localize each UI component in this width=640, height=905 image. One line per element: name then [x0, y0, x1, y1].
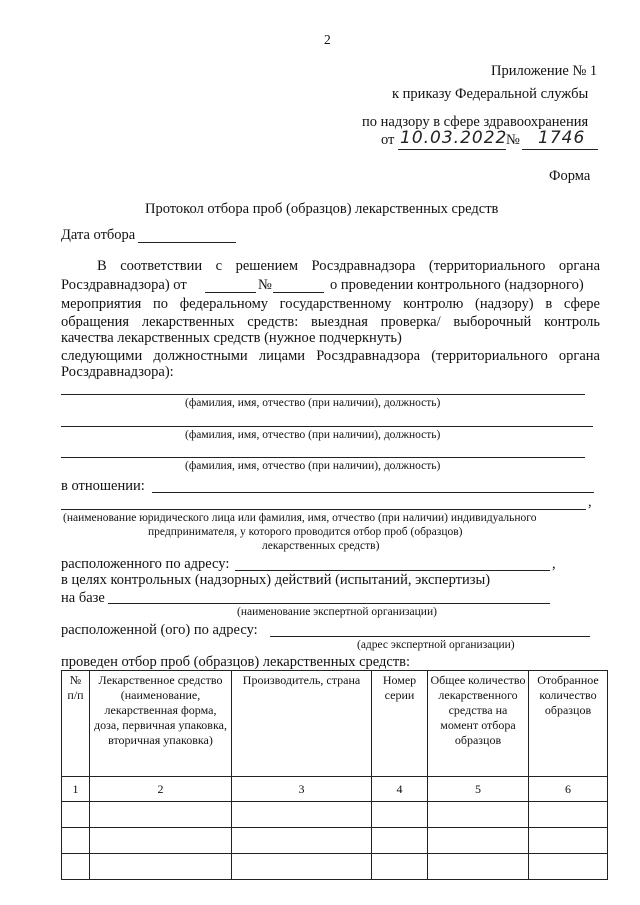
table-row [62, 828, 608, 854]
purpose-label: в целях контрольных (надзорных) действий (испытаний, экспертизы) [61, 572, 491, 588]
located-label: расположенного по адресу: [61, 556, 230, 572]
official-caption-2: (фамилия, имя, отчество (при наличии), должность) [185, 429, 441, 441]
official-caption-3: (фамилия, имя, отчество (при наличии), должность) [185, 460, 441, 472]
regarding-label: в отношении: [61, 478, 145, 494]
paragraph-line-6: следующими должностными лицами Росздравнадзора (территориального органа [61, 348, 600, 364]
header-drug: Лекарственное средство (наименование, лекарственная форма, доза, первичная упаковка, вторичная упаковка) [90, 671, 232, 777]
table-cell[interactable] [90, 854, 232, 880]
table-column-numbers-row [62, 777, 608, 802]
table-row [62, 802, 608, 828]
table-cell[interactable] [372, 854, 428, 880]
column-number: 3 [232, 777, 372, 802]
page-number: 2 [324, 32, 331, 47]
header-num: № п/п [62, 671, 90, 777]
header-manufacturer: Производитель, страна [232, 671, 372, 777]
paragraph-line-3: мероприятия по федеральному государственному контролю (надзору) в сфере [61, 296, 600, 312]
table-cell[interactable] [232, 854, 372, 880]
located-comma: , [552, 556, 556, 572]
official-line-1[interactable] [61, 394, 585, 395]
table-cell[interactable] [428, 802, 529, 828]
located-address-line[interactable] [235, 570, 550, 571]
regarding-line-2[interactable] [61, 509, 586, 510]
table-cell[interactable] [232, 828, 372, 854]
form-label: Форма [549, 168, 591, 184]
table-cell[interactable] [62, 828, 90, 854]
table-cell[interactable] [529, 854, 608, 880]
table-intro: проведен отбор проб (образцов) лекарственных средств: [61, 654, 411, 670]
appendix-date-prefix: от [381, 132, 395, 148]
sampling-date-label: Дата отбора [61, 227, 136, 243]
entity-caption-2: предпринимателя, у которого проводится отбор проб (образцов) [148, 526, 463, 538]
appendix-date-handwritten: 10.03.2022 [400, 128, 508, 148]
paragraph-line-4: обращения лекарственных средств: выездная проверка/ выборочный контроль [61, 314, 600, 330]
table-cell[interactable] [90, 828, 232, 854]
appendix-num-handwritten: 1746 [538, 128, 586, 148]
paragraph-line-2a: Росздравнадзора) от [61, 277, 187, 293]
column-number: 1 [62, 777, 90, 802]
header-batch: Номер серии [372, 671, 428, 777]
column-number: 5 [428, 777, 529, 802]
samples-table [61, 670, 608, 880]
appendix-line2: к приказу Федеральной службы [392, 86, 589, 102]
table-header-row [62, 671, 608, 777]
table-cell[interactable] [62, 854, 90, 880]
column-number: 6 [529, 777, 608, 802]
table-row [62, 854, 608, 880]
table-cell[interactable] [529, 828, 608, 854]
table-cell[interactable] [529, 802, 608, 828]
appendix-line1: Приложение № 1 [491, 63, 598, 79]
paragraph-line-2c: о проведении контрольного (надзорного) [330, 277, 584, 293]
table-cell[interactable] [62, 802, 90, 828]
entity-caption-3: лекарственных средств) [262, 540, 380, 552]
appendix-num-line [522, 149, 598, 150]
header-sampled-quantity: Отобранное количество образцов [529, 671, 608, 777]
expert-address-line[interactable] [270, 636, 590, 637]
expert-org-line[interactable] [108, 603, 550, 604]
table-cell[interactable] [428, 854, 529, 880]
paragraph-line-5: качества лекарственных средств (нужное подчеркнуть) [61, 330, 402, 346]
resolution-date-line[interactable] [205, 292, 256, 293]
regarding-line-1[interactable] [152, 492, 594, 493]
resolution-number-line[interactable] [273, 292, 324, 293]
column-number: 4 [372, 777, 428, 802]
header-total-quantity: Общее количество лекарственного средства на момент отбора образцов [428, 671, 529, 777]
located2-label: расположенной (ого) по адресу: [61, 622, 258, 638]
sampling-date-line[interactable] [138, 242, 236, 243]
expert-org-caption: (наименование экспертной организации) [237, 606, 437, 618]
paragraph-line-2b: № [258, 277, 272, 293]
table-cell[interactable] [372, 828, 428, 854]
official-line-3[interactable] [61, 457, 585, 458]
base-label: на базе [61, 590, 105, 606]
entity-caption-1: (наименование юридического лица или фамилия, имя, отчество (при наличии) индивидуального [63, 512, 537, 524]
appendix-line3: по надзору в сфере здравоохранения [362, 114, 589, 130]
official-caption-1: (фамилия, имя, отчество (при наличии), должность) [185, 397, 441, 409]
column-number: 2 [90, 777, 232, 802]
table-cell[interactable] [90, 802, 232, 828]
page-title: Протокол отбора проб (образцов) лекарственных средств [145, 201, 499, 217]
table-cell[interactable] [232, 802, 372, 828]
table-cell[interactable] [372, 802, 428, 828]
table-cell[interactable] [428, 828, 529, 854]
official-line-2[interactable] [61, 426, 593, 427]
paragraph-line-1: В соответствии с решением Росздравнадзора (территориального органа [97, 258, 600, 274]
appendix-date-line [398, 149, 506, 150]
appendix-num-prefix: № [506, 132, 520, 148]
regarding-comma: , [588, 494, 592, 510]
expert-address-caption: (адрес экспертной организации) [357, 639, 515, 651]
paragraph-line-7: Росздравнадзора): [61, 364, 174, 380]
